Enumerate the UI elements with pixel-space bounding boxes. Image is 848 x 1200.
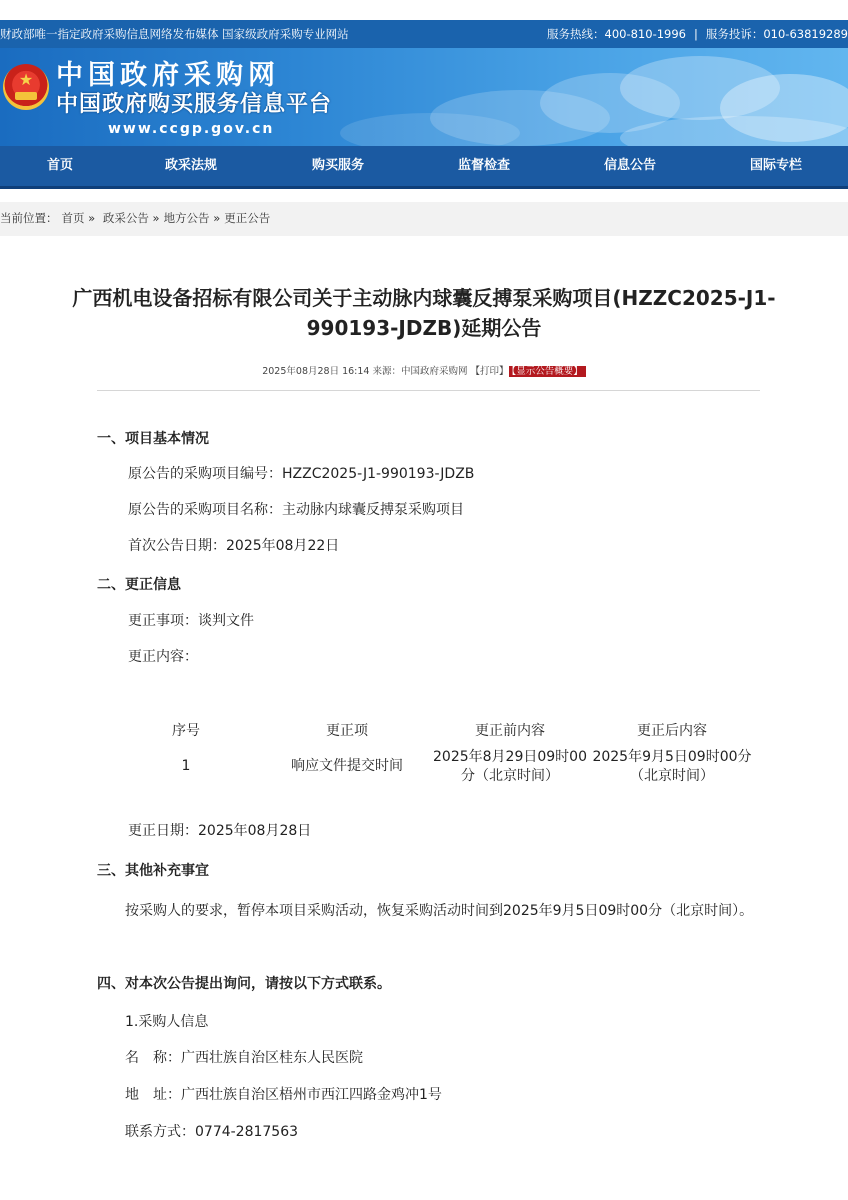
site-logo-url: www.ccgp.gov.cn <box>108 121 275 137</box>
show-summary-button[interactable]: 【显示公告概要】 <box>509 366 586 377</box>
section-heading-basic-info: 一、项目基本情况 <box>97 431 209 447</box>
original-project-name: 原公告的采购项目名称：主动脉内球囊反搏泵采购项目 <box>128 502 464 518</box>
site-logo-subtitle: 中国政府购买服务信息平台 <box>56 92 333 117</box>
breadcrumb-home[interactable]: 首页 » <box>61 211 96 225</box>
top-info-bar <box>0 20 848 48</box>
purchaser-name: 名 称：广西壮族自治区桂东人民医院 <box>125 1050 363 1066</box>
nav-item-announcements[interactable]: 信息公告 <box>603 158 656 173</box>
site-logo-title[interactable]: 中国政府采购网 <box>56 60 280 91</box>
site-slogan: 财政部唯一指定政府采购信息网络发布媒体 国家级政府采购专业网站 <box>0 27 349 41</box>
main-nav <box>0 146 848 189</box>
table-cell-before: 2025年8月29日09时00分（北京时间） <box>433 749 587 784</box>
nav-item-home[interactable]: 首页 <box>46 158 73 173</box>
correction-item: 更正事项：谈判文件 <box>128 613 254 629</box>
breadcrumb-correction[interactable]: 更正公告 <box>224 211 271 225</box>
publish-info: 2025年08月28日 16:14 来源：中国政府采购网 【打印】 <box>262 366 509 377</box>
purchaser-address: 地 址：广西壮族自治区梧州市西江四路金鸡冲1号 <box>125 1087 442 1103</box>
section-heading-contact: 四、对本次公告提出询问，请按以下方式联系。 <box>97 976 391 992</box>
breadcrumb-local[interactable]: 地方公告 » <box>163 211 221 225</box>
table-cell-after: 2025年9月5日09时00分（北京时间） <box>592 749 752 784</box>
nav-item-purchase-services[interactable]: 购买服务 <box>311 158 364 173</box>
contact-info <box>547 20 848 48</box>
purchaser-phone: 联系方式：0774-2817563 <box>125 1124 299 1140</box>
nav-item-supervision[interactable]: 监督检查 <box>457 158 510 173</box>
divider <box>97 390 760 391</box>
nav-item-regulations[interactable]: 政采法规 <box>164 158 217 173</box>
national-emblem-icon: ★ <box>3 64 49 110</box>
table-cell-item: 响应文件提交时间 <box>291 758 403 774</box>
service-hotline: 服务热线：400-810-1996 <box>547 27 686 41</box>
site-banner <box>0 48 848 146</box>
breadcrumb-procurement[interactable]: 政采公告 » <box>102 211 160 225</box>
correction-date: 更正日期：2025年08月28日 <box>128 823 312 839</box>
table-header-item: 更正项 <box>326 723 368 739</box>
other-matters-paragraph: 按采购人的要求，暂停本项目采购活动，恢复采购活动时间到2025年9月5日09时00分（北京时间）。 <box>125 903 754 919</box>
section-heading-correction: 二、更正信息 <box>97 577 181 593</box>
correction-content-label: 更正内容： <box>128 649 198 665</box>
article-title: 广西机电设备招标有限公司关于主动脉内球囊反搏泵采购项目(HZZC2025-J1-990193-JDZB)延期公告 <box>72 286 776 340</box>
original-project-number: 原公告的采购项目编号：HZZC2025-J1-990193-JDZB <box>128 466 475 482</box>
table-header-before: 更正前内容 <box>475 723 545 739</box>
breadcrumb-label: 当前位置： <box>0 211 58 225</box>
article-meta <box>0 363 848 377</box>
separator: | <box>693 27 698 41</box>
table-header-index: 序号 <box>172 723 200 739</box>
table-header-after: 更正后内容 <box>637 723 707 739</box>
section-heading-other: 三、其他补充事宜 <box>97 863 209 879</box>
breadcrumb <box>0 202 848 236</box>
first-announcement-date: 首次公告日期：2025年08月22日 <box>128 538 340 554</box>
purchaser-info-heading: 1.采购人信息 <box>125 1014 209 1030</box>
nav-item-international[interactable]: 国际专栏 <box>749 158 802 173</box>
table-cell-index: 1 <box>181 758 191 774</box>
service-complaint: 服务投诉：010-63819289 <box>705 27 848 41</box>
